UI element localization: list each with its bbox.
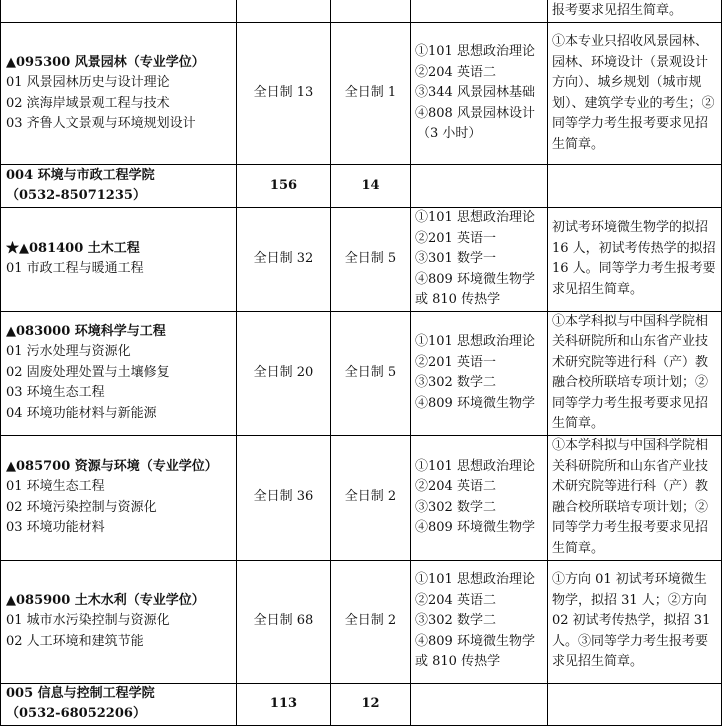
- note-cell: [548, 311, 722, 435]
- exam-item: 或 810 传热学: [415, 654, 501, 670]
- note-text: ①方向 01 初试考环境微生物学，拟招 31 人；②方向 02 初试考传热学，拟招 31 人。③同等学力考生报考要求见招生简章。: [552, 572, 711, 670]
- direction-item: 01 市政工程与暖通工程: [6, 261, 144, 277]
- college-phone: （0532-68052206）: [6, 706, 146, 721]
- direction-item: 02 人工环境和建筑节能: [6, 633, 144, 649]
- note-cell: [548, 165, 722, 208]
- college-cell: [1, 165, 237, 208]
- college-row: [1, 165, 722, 208]
- exam-item: ②204 英语二: [415, 64, 496, 80]
- mode-exempt-cell: 全日制 1: [331, 23, 411, 165]
- direction-item: 01 污水处理与资源化: [6, 344, 131, 360]
- mode-exempt-cell: 全日制 2: [331, 560, 411, 683]
- exam-cell: [411, 311, 548, 435]
- college-exempt: 14: [331, 165, 411, 208]
- note-cell: [548, 560, 722, 683]
- table-row: [1, 0, 722, 23]
- mode-total-cell: 全日制 13: [237, 23, 331, 165]
- college-total: 113: [237, 683, 331, 725]
- mode-exempt-cell: 全日制 5: [331, 311, 411, 435]
- table-row: [1, 208, 722, 312]
- note-cell: [548, 208, 722, 312]
- exam-item: ③344 风景园林基础: [415, 85, 535, 101]
- mode-total-cell: 全日制 20: [237, 311, 331, 435]
- note-text: 初试考环境微生物学的拟招 16 人，初试考传热学的拟招 16 人。同等学力考生报考要求见招生简章。: [552, 220, 716, 297]
- college-name: 004 环境与市政工程学院: [6, 167, 155, 183]
- exam-cell: [411, 0, 548, 23]
- exam-item: ①101 思想政治理论: [415, 572, 535, 588]
- college-phone: （0532-85071235）: [6, 188, 146, 203]
- direction-item: 04 环境功能材料与新能源: [6, 405, 157, 421]
- exam-item: ④809 环境微生物学: [415, 520, 535, 535]
- exam-item: ③301 数学一: [415, 251, 496, 266]
- exam-item: ④808 风景园林设计: [415, 105, 535, 121]
- exam-item: ③302 数学二: [415, 375, 496, 390]
- mode-exempt-cell: 全日制 2: [331, 435, 411, 560]
- exam-item: ①101 思想政治理论: [415, 458, 535, 474]
- note-text: 报考要求见招生简章。: [552, 2, 683, 18]
- mode-total-cell: 全日制 36: [237, 435, 331, 560]
- exam-item: ①101 思想政治理论: [415, 210, 535, 225]
- note-cell: [548, 23, 722, 165]
- table-row: [1, 435, 722, 560]
- major-cell: [1, 208, 237, 312]
- exam-item: ①101 思想政治理论: [415, 44, 535, 60]
- table-row: [1, 560, 722, 683]
- table-row: [1, 311, 722, 435]
- exam-item: ②204 英语二: [415, 479, 496, 494]
- major-title: ▲085700 资源与环境（专业学位）: [6, 458, 218, 474]
- major-title: ▲095300 风景园林（专业学位）: [6, 54, 205, 70]
- exam-item: 或 810 传热学: [415, 292, 501, 307]
- major-title: ★▲081400 土木工程: [6, 240, 140, 256]
- college-exempt: 12: [331, 683, 411, 725]
- major-cell: [1, 560, 237, 683]
- major-cell: [1, 311, 237, 435]
- exam-item: （3 小时）: [417, 126, 482, 142]
- direction-item: 03 齐鲁人文景观与环境规划设计: [6, 116, 196, 131]
- direction-item: 01 环境生态工程: [6, 479, 105, 494]
- direction-item: 01 城市水污染控制与资源化: [6, 613, 170, 629]
- college-row: [1, 683, 722, 725]
- mode-total-cell: [237, 0, 331, 23]
- major-title: ▲083000 环境科学与工程: [6, 323, 166, 339]
- note-text: ①本专业只招收风景园林、园林、环境设计（景观设计方向）、城乡规划（城市规划）、建筑学专业的考生；②同等学力考生报考要求见招生简章。: [552, 34, 715, 152]
- major-title: ▲085900 土木水利（专业学位）: [6, 592, 205, 608]
- note-cell: [548, 0, 722, 23]
- exam-item: ③302 数学二: [415, 499, 496, 515]
- exam-item: ②201 英语一: [415, 354, 496, 370]
- exam-item: ④809 环境微生物学: [415, 395, 535, 411]
- direction-item: 03 环境功能材料: [6, 520, 105, 535]
- exam-cell: [411, 23, 548, 165]
- table-row: [1, 23, 722, 165]
- major-cell: [1, 435, 237, 560]
- note-text: ①本学科拟与中国科学院相关科研院所和山东省产业技术研究院等进行科（产）教融合校所联培专项计划；②同等学力考生报考要求见招生简章。: [552, 438, 709, 556]
- mode-total-cell: 全日制 32: [237, 208, 331, 312]
- note-cell: [548, 683, 722, 725]
- direction-item: 02 滨海岸域景观工程与技术: [6, 95, 170, 111]
- exam-cell: [411, 208, 548, 312]
- direction-item: 01 风景园林历史与设计理论: [6, 75, 170, 90]
- major-cell: [1, 0, 237, 23]
- direction-item: 02 固废处理处置与土壤修复: [6, 364, 170, 380]
- direction-item: 03 环境生态工程: [6, 385, 105, 401]
- exam-cell: [411, 560, 548, 683]
- direction-item: 02 环境污染控制与资源化: [6, 499, 157, 515]
- exam-cell: [411, 683, 548, 725]
- college-cell: [1, 683, 237, 725]
- note-cell: [548, 435, 722, 560]
- exam-item: ②201 英语一: [415, 230, 496, 246]
- mode-exempt-cell: 全日制 5: [331, 208, 411, 312]
- exam-item: ④809 环境微生物学: [415, 271, 535, 287]
- mode-exempt-cell: [331, 0, 411, 23]
- mode-total-cell: 全日制 68: [237, 560, 331, 683]
- exam-item: ③302 数学二: [415, 613, 496, 629]
- exam-item: ④809 环境微生物学: [415, 633, 535, 649]
- exam-cell: [411, 435, 548, 560]
- college-name: 005 信息与控制工程学院: [6, 685, 155, 701]
- exam-cell: [411, 165, 548, 208]
- major-cell: [1, 23, 237, 165]
- note-text: ①本学科拟与中国科学院相关科研院所和山东省产业技术研究院等进行科（产）教融合校所联培专项计划；②同等学力考生报考要求见招生简章。: [552, 313, 709, 431]
- exam-item: ①101 思想政治理论: [415, 334, 535, 349]
- exam-item: ②204 英语二: [415, 592, 496, 608]
- college-total: 156: [237, 165, 331, 208]
